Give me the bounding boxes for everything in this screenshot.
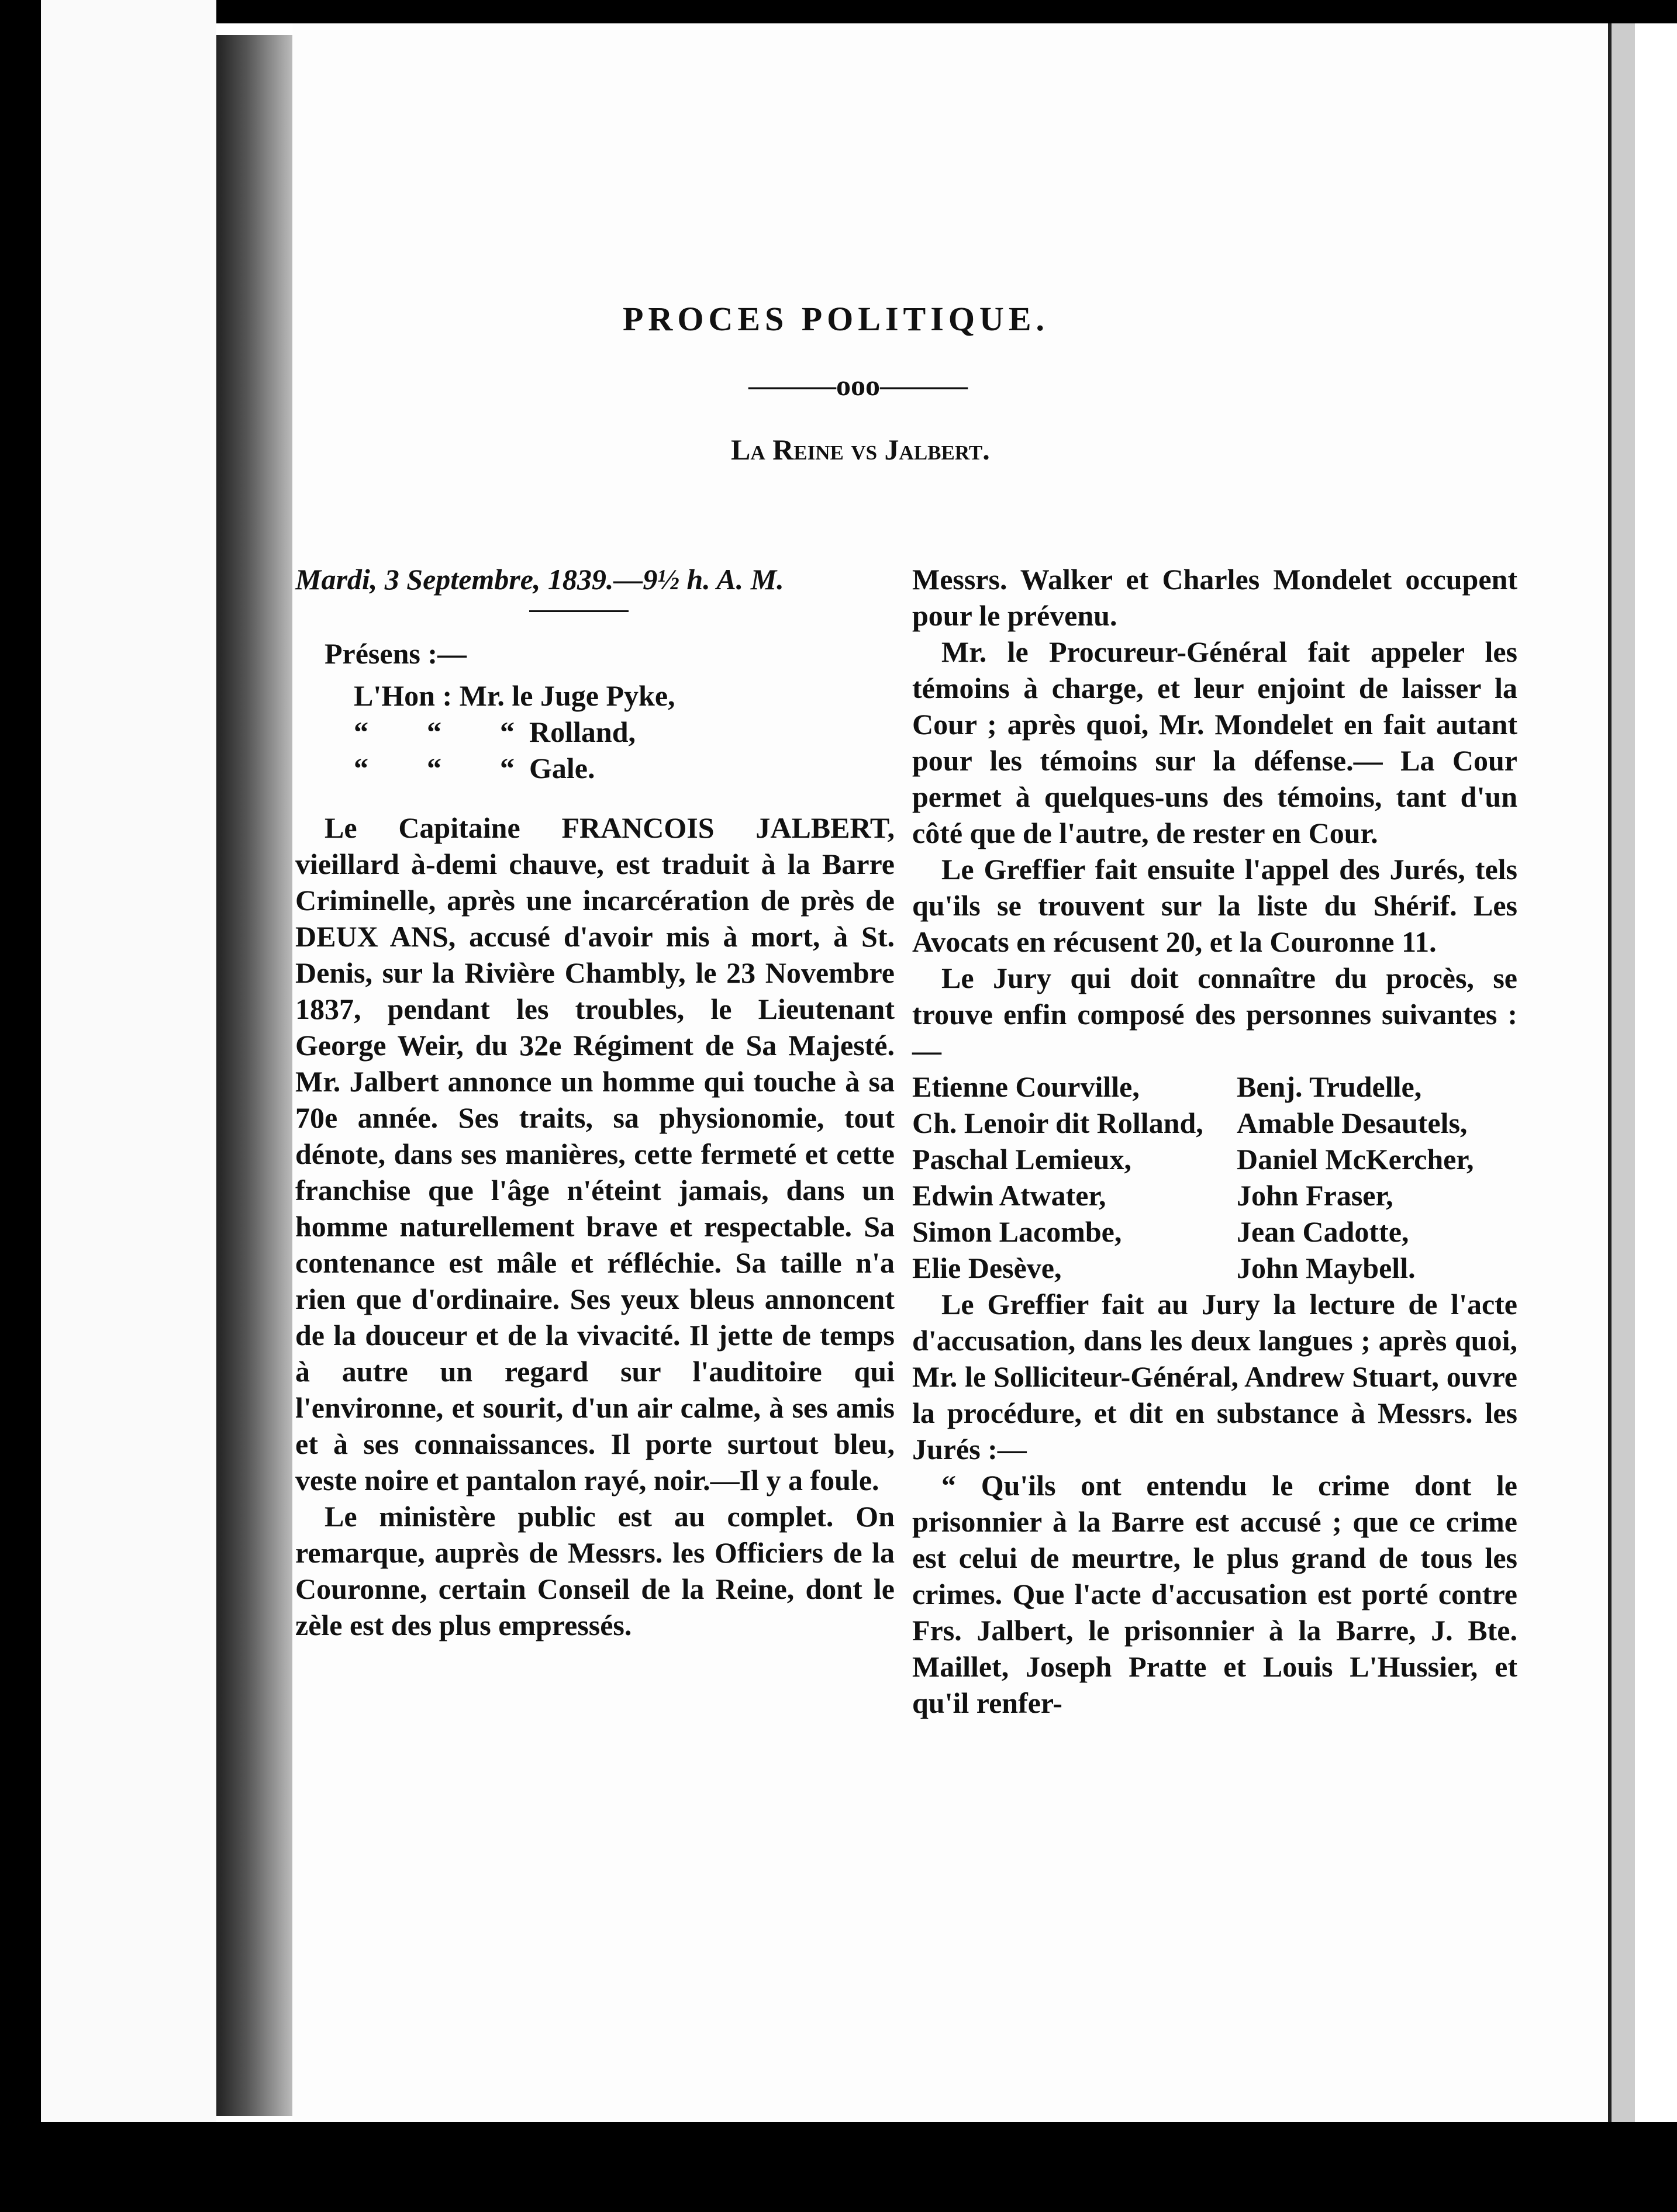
juror-name: Amable Desautels, [1237, 1107, 1468, 1139]
paragraph: Le Greffier fait au Jury la lecture de l'acte d'accusation, dans les deux langues ; après quoi, Mr. le Solliciteur-Général, Andrew Stuart, ouvre la procédure, et dit en substance à Messrs. les Jurés :— [912, 1288, 1517, 1466]
divider [529, 610, 629, 612]
juror-name: Benj. Trudelle, [1237, 1070, 1422, 1103]
juror-name: John Maybell. [1237, 1252, 1416, 1284]
scan-border-left [0, 0, 41, 2212]
scan-border-bottom [0, 2122, 1677, 2212]
paragraph: Le Greffier fait ensuite l'appel des Jurés, tels qu'ils se trouvent sur la liste du Shérif. Les Avocats en récusent 20, et la Couronne 11. [912, 853, 1517, 958]
juror-name: Ch. Lenoir dit Rolland, [912, 1107, 1203, 1139]
book-spine-shadow [216, 35, 292, 2116]
presens-label: Présens :— [325, 637, 467, 670]
judge-line: “ “ “ Rolland, [354, 716, 636, 748]
page-title: PROCES POLITIQUE. [623, 300, 1049, 338]
case-subtitle: La Reine vs Jalbert. [731, 433, 990, 466]
jury-list [912, 1069, 1517, 1286]
judges-list [354, 678, 895, 786]
page-edge-shadow [1612, 23, 1635, 2122]
juror-name: Simon Lacombe, [912, 1215, 1122, 1248]
paragraph: Mr. le Procureur-Général fait appeler les témoins à charge, et leur enjoint de laisser la Cour ; après quoi, Mr. Mondelet en fait autant pour les témoins sur la défense.— La Cour permet à quelques-uns des témoins, tant d'un côté que de l'autre, de rester en Cour. [912, 635, 1517, 849]
judge-line: “ “ “ Gale. [354, 752, 595, 784]
left-column [295, 561, 895, 1643]
right-column [912, 561, 1517, 1721]
juror-name: John Fraser, [1237, 1179, 1393, 1212]
paragraph: Le Jury qui doit connaître du procès, se trouve enfin composé des personnes suivantes :— [912, 962, 1517, 1067]
scan-border-top [0, 0, 1677, 23]
juror-name: Daniel McKercher, [1237, 1143, 1474, 1176]
juror-name: Edwin Atwater, [912, 1179, 1106, 1212]
juror-name: Jean Cadotte, [1237, 1215, 1409, 1248]
facing-page-edge [41, 0, 216, 2212]
dateline: Mardi, 3 Septembre, 1839.—9½ h. A. M. [295, 563, 784, 596]
paragraph: Messrs. Walker et Charles Mondelet occupent pour le prévenu. [912, 563, 1517, 632]
juror-name: Elie Desève, [912, 1252, 1062, 1284]
juror-name: Etienne Courville, [912, 1070, 1140, 1103]
paragraph: “ Qu'ils ont entendu le crime dont le prisonnier à la Barre est accusé ; que ce crime est celui de meurtre, le plus grand de tous les crimes. Que l'acte d'accusation est porté contre Frs. Jalbert, le prisonnier à la Barre, J. Bte. Maillet, Joseph Pratte et Louis L'Hussier, et qu'il renfer- [912, 1469, 1517, 1719]
paragraph: Le Capitaine FRANCOIS JALBERT, vieillard à-demi chauve, est traduit à la Barre Criminelle, après une incarcération de près de DEUX ANS, accusé d'avoir mis à mort, à St. Denis, sur la Rivière Chambly, le 23 Novembre 1837, pendant les troubles, le Lieutenant George Weir, du 32e Régiment de Sa Majesté. Mr. Jalbert annonce un homme qui touche à sa 70e année. Ses traits, sa physionomie, tout dénote, dans ses manières, cette fermeté et cette franchise que l'âge n'éteint jamais, dans un homme naturellement brave et respectable. Sa contenance est mâle et réfléchie. Sa taille n'a rien que d'ordinaire. Ses yeux bleus annoncent de la douceur et de la vivacité. Il jette de temps à autre un regard sur l'auditoire qui l'environne, et sourit, d'un air calme, à ses amis et à ses connaissances. Il porte surtout bleu, veste noire et pantalon rayé, noir.—Il y a foule. [295, 811, 895, 1496]
judge-line: L'Hon : Mr. le Juge Pyke, [354, 679, 675, 712]
paragraph: Le ministère public est au complet. On remarque, auprès de Messrs. les Officiers de la Couronne, certain Conseil de la Reine, dont le zèle est des plus empressés. [295, 1500, 895, 1641]
juror-name: Paschal Lemieux, [912, 1143, 1131, 1176]
title-separator: ———ooo——— [748, 369, 968, 402]
